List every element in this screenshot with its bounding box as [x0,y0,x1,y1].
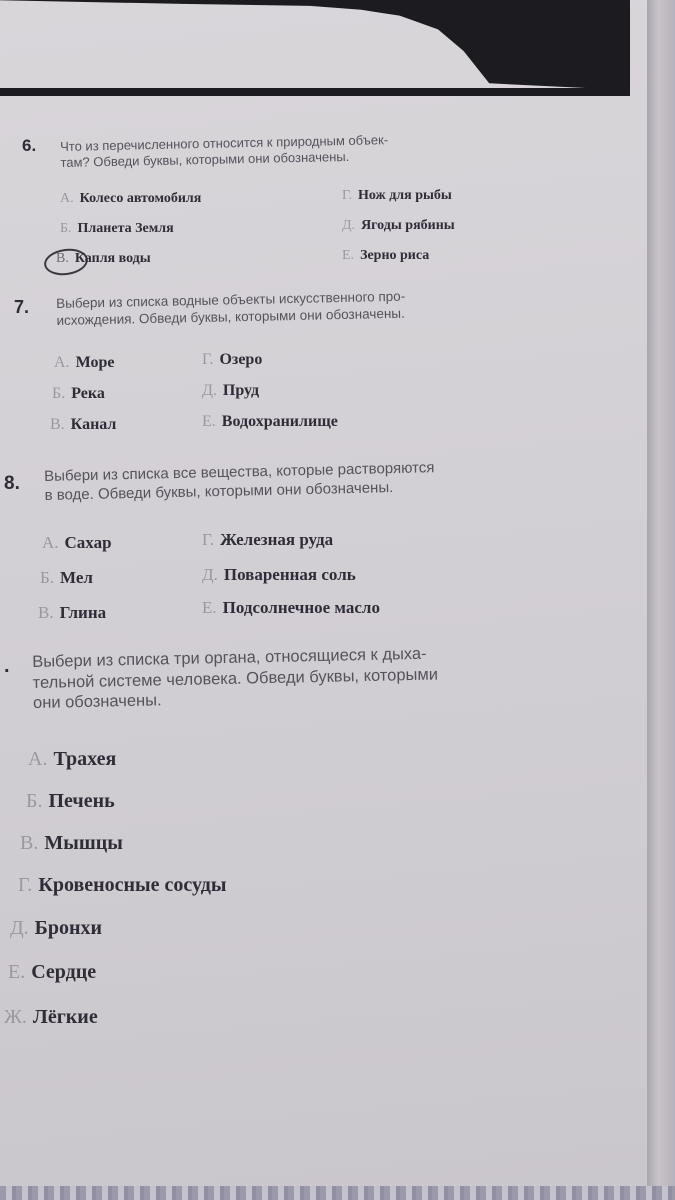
option-d[interactable]: Д. Пруд [202,382,260,399]
option-d[interactable]: Д. Бронхи [10,917,103,939]
question-number: 8. [4,473,20,494]
option-g[interactable]: Г. Озеро [202,351,263,368]
option-a[interactable]: А. Сахар [42,533,112,552]
question-number: . [4,655,10,677]
option-zh[interactable]: Ж. Лёгкие [4,1006,98,1028]
option-a[interactable]: А. Колесо автомобиля [60,191,202,206]
option-g[interactable]: Г. Железная руда [202,530,334,549]
option-d[interactable]: Д. Поваренная соль [202,565,356,584]
question-text: Выбери из списка все вещества, которые растворяются в воде. Обведи буквы, которыми они обозначены. [44,459,435,504]
question-number: 6. [22,136,37,155]
question-text: Что из перечисленного относится к природным объек- там? Обведи буквы, которыми они обозначены. [60,132,389,171]
option-d[interactable]: Д. Ягоды рябины [342,218,455,233]
option-g[interactable]: Г. Нож для рыбы [342,188,452,203]
option-e[interactable]: Е. Зерно риса [342,248,430,263]
option-v[interactable]: В. Мышцы [20,832,123,854]
option-a[interactable]: А. Трахея [28,748,117,770]
option-g[interactable]: Г. Кровеносные сосуды [18,874,227,896]
option-e[interactable]: Е. Подсолнечное масло [202,598,380,617]
question-text: Выбери из списка три органа, относящиеся к дыха- тельной системе человека. Обведи буквы, которыми они обозначены. [32,644,439,713]
option-v[interactable]: В. Канал [50,416,117,433]
question-text: Выбери из списка водные объекты искусственного про- исхождения. Обведи буквы, которыми они обозначены. [56,288,406,328]
option-b[interactable]: Б. Мел [40,568,93,587]
option-b[interactable]: Б. Планета Земля [60,221,174,236]
question-number: 7. [14,297,30,317]
option-b[interactable]: Б. Печень [26,790,115,812]
option-e[interactable]: Е. Водохранилище [202,413,338,430]
option-v[interactable]: В. Капля воды [56,251,151,266]
option-a[interactable]: А. Море [54,354,115,371]
option-e[interactable]: Е. Сердце [8,961,97,983]
option-v[interactable]: В. Глина [38,603,107,622]
option-b[interactable]: Б. Река [52,385,105,402]
